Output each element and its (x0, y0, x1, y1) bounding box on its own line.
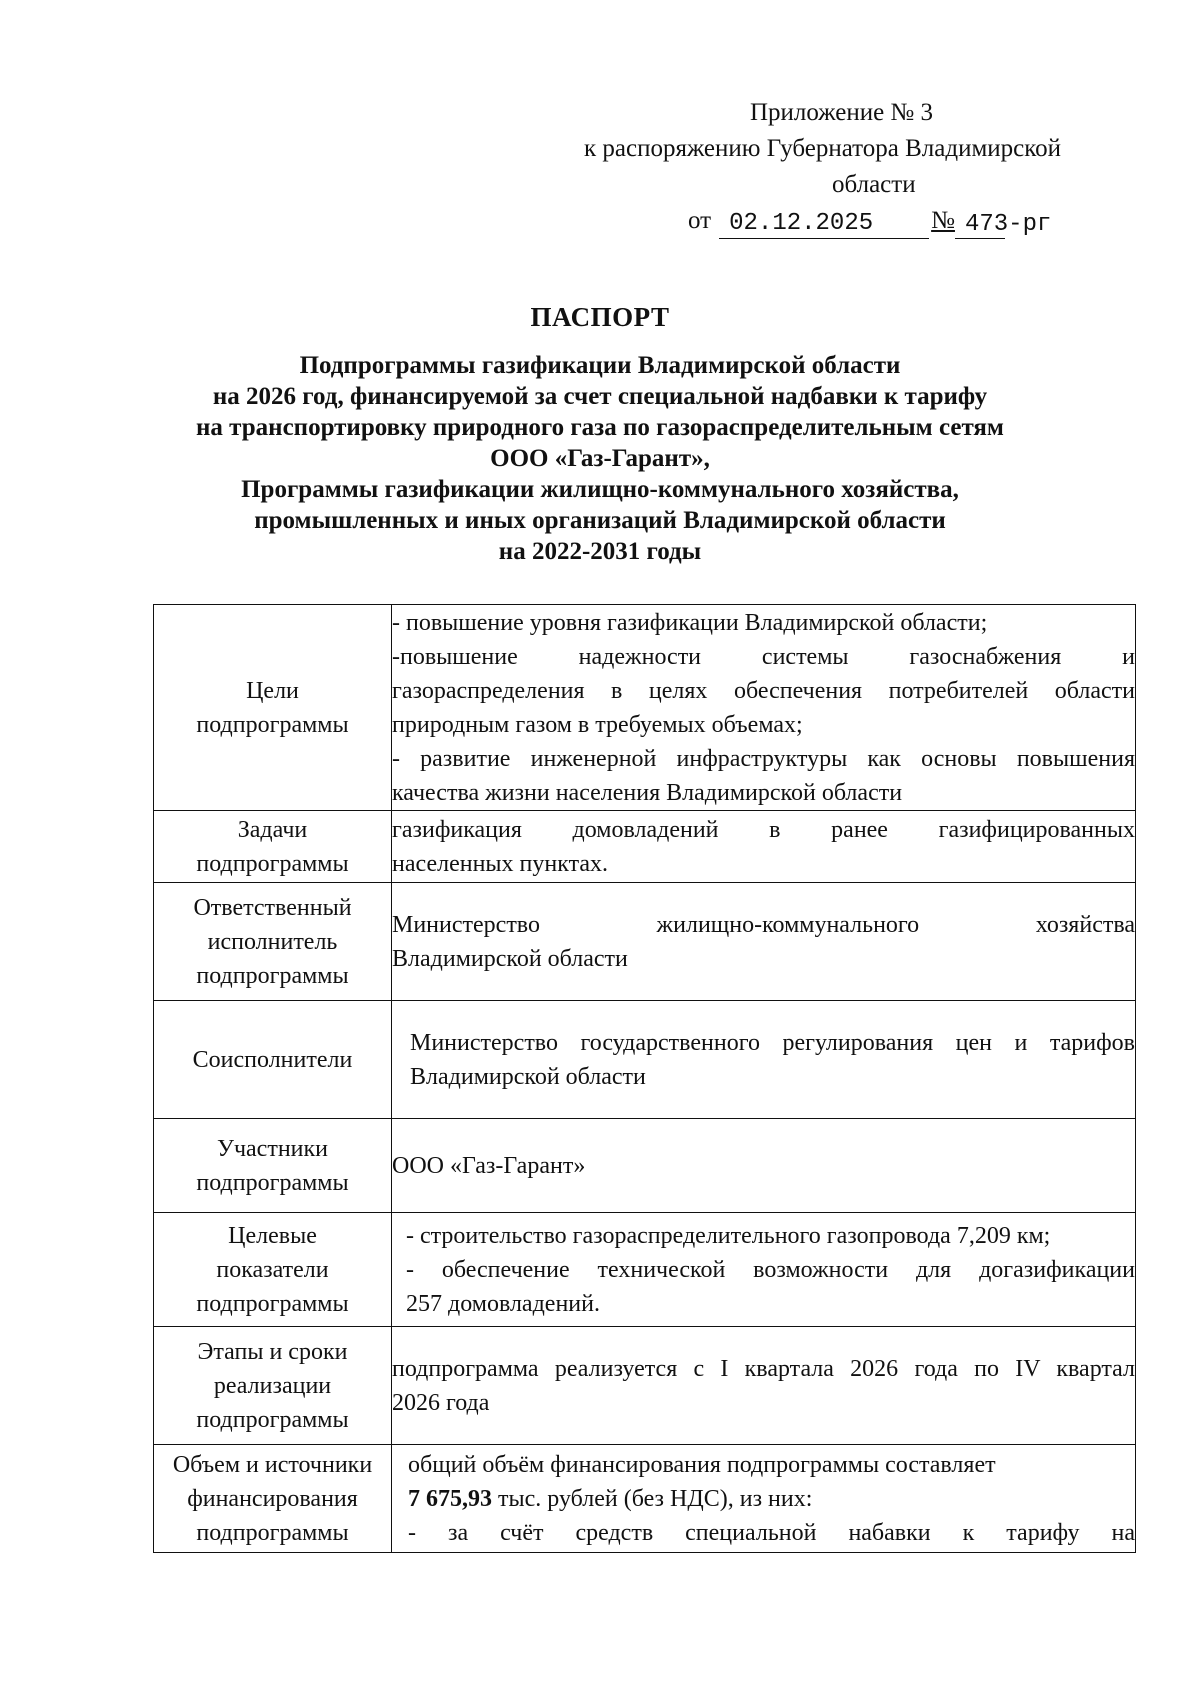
passport-table (153, 604, 1136, 1553)
table-row-goals (154, 605, 1136, 811)
value-line: Владимирской области (392, 945, 628, 972)
row-label (154, 811, 392, 883)
value-line: Министерство государственного регулирования цен и тарифов (410, 1029, 1135, 1056)
row-value (392, 1213, 1136, 1327)
label-line: Ответственный (193, 894, 352, 921)
label-line: реализации (213, 1372, 332, 1399)
row-label (154, 1119, 392, 1213)
subtitle-line: Подпрограммы газификации Владимирской области (299, 352, 901, 379)
subtitle-line: на 2026 год, финансируемой за счет специальной надбавки к тарифу (212, 383, 988, 410)
value-line: подпрограмма реализуется с I квартала 2026 года по IV квартал (392, 1355, 1135, 1382)
title-block (100, 300, 1100, 567)
row-value (392, 1327, 1136, 1445)
value-line: 2026 года (392, 1389, 490, 1416)
appendix-region: области (832, 171, 916, 198)
label-line: подпрограммы (196, 711, 349, 738)
row-label (154, 1327, 392, 1445)
value-line: газификация домовладений в ранее газифицированных (392, 816, 1135, 843)
subtitle-line: на 2022-2031 годы (498, 538, 702, 565)
subtitle-line: на транспортировку природного газа по газораспределительным сетям (196, 414, 1004, 441)
label-line: Задачи (237, 816, 308, 843)
label-line: Цели (246, 677, 299, 704)
row-label (154, 605, 392, 811)
table-row-funding (154, 1445, 1136, 1553)
label-line: исполнитель (207, 928, 338, 955)
value-line: - обеспечение технической возможности для догазификации (406, 1256, 1135, 1283)
value-line: - строительство газораспределительного газопровода 7,209 км; (406, 1222, 1051, 1249)
value-line: газораспределения в целях обеспечения потребителей области (392, 677, 1135, 704)
label-line: подпрограммы (196, 1169, 349, 1196)
funding-amount: 7 675,93 (408, 1485, 492, 1512)
value-line: ООО «Газ-Гарант» (392, 1152, 586, 1179)
page-title: ПАСПОРТ (530, 302, 670, 332)
label-line: Соисполнители (192, 1046, 353, 1073)
table-row-indicators (154, 1213, 1136, 1327)
label-line: подпрограммы (196, 1290, 349, 1317)
subtitle-line: промышленных и иных организаций Владимирской области (254, 507, 946, 534)
subtitle-line: Программы газификации жилищно-коммунального хозяйства, (241, 476, 959, 503)
label-line: подпрограммы (196, 1519, 349, 1546)
label-line: показатели (216, 1256, 329, 1283)
value-line: качества жизни населения Владимирской области (392, 779, 903, 806)
label-line: Участники (216, 1135, 329, 1162)
row-value (392, 1001, 1136, 1119)
row-value (392, 1445, 1136, 1553)
row-label (154, 1445, 392, 1553)
row-label (154, 883, 392, 1001)
value-line: общий объём финансирования подпрограммы составляет (408, 1451, 996, 1478)
appendix-order-ref: к распоряжению Губернатора Владимирской (584, 135, 1062, 162)
row-value (392, 883, 1136, 1001)
subtitle-line: ООО «Газ-Гарант», (490, 445, 710, 472)
table-row-tasks (154, 811, 1136, 883)
label-line: Этапы и сроки (197, 1338, 348, 1365)
value-line: населенных пунктах. (392, 850, 608, 877)
table-row-responsible (154, 883, 1136, 1001)
label-line: подпрограммы (196, 962, 349, 989)
date-prefix: от (688, 207, 712, 234)
value-line (408, 1482, 1135, 1516)
table-row-participants (154, 1119, 1136, 1213)
number-value: 473-рг (955, 211, 1055, 239)
row-label (154, 1213, 392, 1327)
row-value (392, 811, 1136, 883)
label-line: Объем и источники (172, 1451, 373, 1478)
table-row-coexecutors (154, 1001, 1136, 1119)
value-line: - за счёт средств специальной набавки к тарифу на (408, 1519, 1135, 1546)
row-value (392, 605, 1136, 811)
value-line: - повышение уровня газификации Владимирской области; (392, 609, 988, 636)
value-line: Министерство жилищно-коммунального хозяйства (392, 911, 1135, 938)
label-line: подпрограммы (196, 850, 349, 877)
appendix-block (560, 95, 1120, 239)
row-label (154, 1001, 392, 1119)
value-line: Владимирской области (410, 1063, 646, 1090)
value-line: -повышение надежности системы газоснабжения и (392, 643, 1135, 670)
appendix-number: Приложение № 3 (750, 99, 934, 126)
number-label: № (931, 207, 955, 234)
table-row-stages (154, 1327, 1136, 1445)
funding-unit-text: тыс. рублей (без НДС), из них: (498, 1485, 813, 1512)
appendix-date-number (560, 203, 1120, 239)
label-line: подпрограммы (196, 1406, 349, 1433)
row-value (392, 1119, 1136, 1213)
value-line: природным газом в требуемых объемах; (392, 711, 803, 738)
value-line: 257 домовладений. (406, 1290, 600, 1317)
date-value: 02.12.2025 (719, 210, 929, 239)
label-line: Целевые (228, 1222, 317, 1249)
label-line: финансирования (187, 1485, 358, 1512)
value-line: - развитие инженерной инфраструктуры как основы повышения (392, 745, 1135, 772)
